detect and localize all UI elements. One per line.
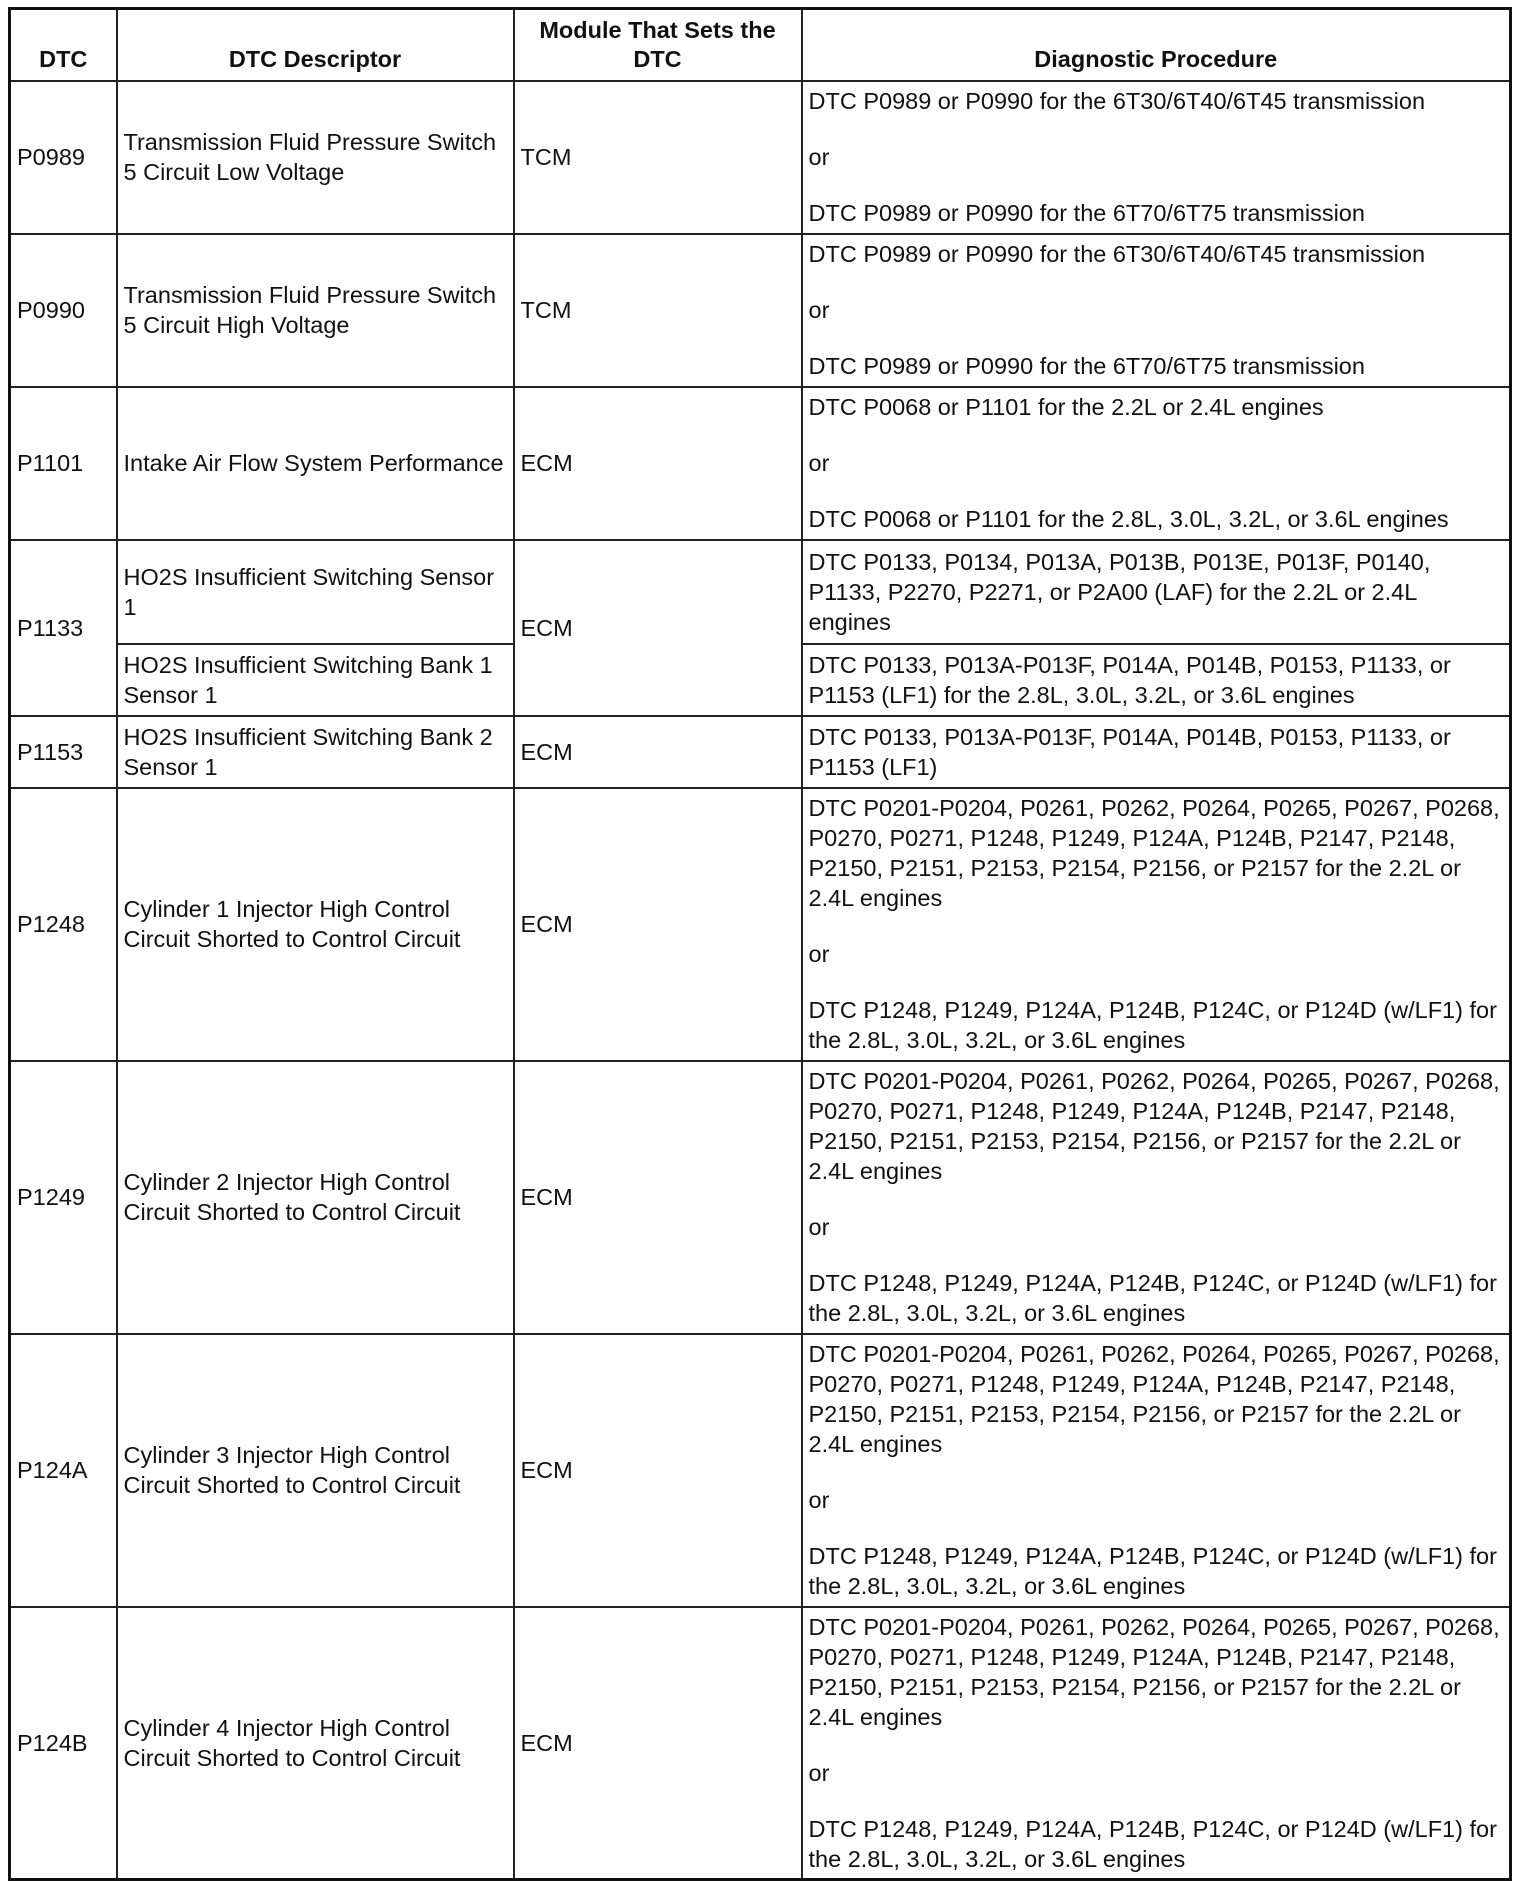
module-cell: ECM — [514, 1334, 802, 1607]
procedure-text: DTC P0201-P0204, P0261, P0262, P0264, P0265, P0267, P0268, P0270, P0271, P1248, P1249, P124A, P124B, P2147, P2148, P2150, P2151, P2153, P2154, P2156, or P2157 for the 2.2L or 2.4L engines — [808, 1613, 1500, 1730]
module-cell: ECM — [514, 540, 802, 716]
procedure-or: or — [808, 941, 830, 967]
dtc-descriptor: Transmission Fluid Pressure Switch 5 Circuit Low Voltage — [117, 81, 514, 234]
procedure-text: DTC P1248, P1249, P124A, P124B, P124C, or P124D (w/LF1) for the 2.8L, 3.0L, 3.2L, or 3.6L engines — [808, 997, 1497, 1053]
module-cell: ECM — [514, 716, 802, 788]
procedure-text: DTC P0989 or P0990 for the 6T30/6T40/6T45 transmission — [808, 241, 1426, 267]
dtc-code: P124A — [10, 1334, 117, 1607]
procedure-text: DTC P0068 or P1101 for the 2.2L or 2.4L engines — [808, 394, 1324, 420]
procedure-cell: DTC P0133, P013A-P013F, P014A, P014B, P0153, P1133, or P1153 (LF1) — [802, 716, 1511, 788]
procedure-or: or — [808, 1214, 830, 1240]
procedure-text: DTC P0201-P0204, P0261, P0262, P0264, P0265, P0267, P0268, P0270, P0271, P1248, P1249, P124A, P124B, P2147, P2148, P2150, P2151, P2153, P2154, P2156, or P2157 for the 2.2L or 2.4L engines — [808, 1341, 1500, 1457]
dtc-descriptor: HO2S Insufficient Switching Bank 2 Sensor 1 — [117, 716, 514, 788]
dtc-code: P1249 — [10, 1061, 117, 1334]
module-cell: ECM — [514, 387, 802, 540]
dtc-table — [8, 7, 1512, 1881]
procedure-cell: DTC P0133, P0134, P013A, P013B, P013E, P013F, P0140, P1133, P2270, P2271, or P2A00 (LAF) for the 2.2L or 2.4L engines — [802, 540, 1511, 644]
dtc-code: P1133 — [10, 540, 117, 716]
procedure-or: or — [808, 450, 830, 476]
dtc-code: P0990 — [10, 234, 117, 387]
table-row — [10, 788, 1511, 1061]
procedure-cell — [802, 1061, 1511, 1334]
procedure-text: DTC P0201-P0204, P0261, P0262, P0264, P0265, P0267, P0268, P0270, P0271, P1248, P1249, P124A, P124B, P2147, P2148, P2150, P2151, P2153, P2154, P2156, or P2157 for the 2.2L or 2.4L engines — [808, 1068, 1500, 1184]
procedure-cell — [802, 1334, 1511, 1607]
procedure-cell — [802, 81, 1511, 234]
procedure-text: DTC P1248, P1249, P124A, P124B, P124C, or P124D (w/LF1) for the 2.8L, 3.0L, 3.2L, or 3.6L engines — [808, 1815, 1497, 1872]
procedure-text: DTC P0989 or P0990 for the 6T70/6T75 transmission — [808, 353, 1365, 379]
module-cell: TCM — [514, 81, 802, 234]
table-row — [10, 716, 1511, 788]
procedure-cell — [802, 1607, 1511, 1880]
procedure-or: or — [808, 297, 830, 323]
table-row — [10, 1061, 1511, 1334]
header-descriptor: DTC Descriptor — [117, 9, 514, 81]
procedure-text: DTC P0989 or P0990 for the 6T70/6T75 transmission — [808, 200, 1365, 226]
table-row — [10, 540, 1511, 644]
table-row — [10, 1607, 1511, 1880]
dtc-code: P124B — [10, 1607, 117, 1880]
procedure-text: DTC P0989 or P0990 for the 6T30/6T40/6T45 transmission — [808, 88, 1426, 114]
module-cell: ECM — [514, 1607, 802, 1880]
header-row — [10, 9, 1511, 81]
table-row — [10, 387, 1511, 540]
procedure-or: or — [808, 1759, 830, 1786]
module-cell: ECM — [514, 1061, 802, 1334]
dtc-code: P1248 — [10, 788, 117, 1061]
dtc-descriptor: Cylinder 1 Injector High Control Circuit Shorted to Control Circuit — [117, 788, 514, 1061]
module-cell: TCM — [514, 234, 802, 387]
procedure-text: DTC P1248, P1249, P124A, P124B, P124C, or P124D (w/LF1) for the 2.8L, 3.0L, 3.2L, or 3.6L engines — [808, 1270, 1497, 1326]
procedure-cell: DTC P0133, P013A-P013F, P014A, P014B, P0153, P1133, or P1153 (LF1) for the 2.8L, 3.0L, 3.2L, or 3.6L engines — [802, 644, 1511, 716]
dtc-descriptor: Cylinder 4 Injector High Control Circuit Shorted to Control Circuit — [117, 1607, 514, 1880]
procedure-cell — [802, 788, 1511, 1061]
header-module: Module That Sets the DTC — [514, 9, 802, 81]
dtc-descriptor: HO2S Insufficient Switching Sensor 1 — [117, 540, 514, 644]
dtc-code: P0989 — [10, 81, 117, 234]
dtc-descriptor: Transmission Fluid Pressure Switch 5 Circuit High Voltage — [117, 234, 514, 387]
table-row — [10, 81, 1511, 234]
procedure-or: or — [808, 1487, 830, 1513]
procedure-text: DTC P1248, P1249, P124A, P124B, P124C, or P124D (w/LF1) for the 2.8L, 3.0L, 3.2L, or 3.6L engines — [808, 1543, 1497, 1599]
dtc-descriptor: Intake Air Flow System Performance — [117, 387, 514, 540]
dtc-descriptor: Cylinder 3 Injector High Control Circuit Shorted to Control Circuit — [117, 1334, 514, 1607]
header-dtc: DTC — [10, 9, 117, 81]
header-procedure: Diagnostic Procedure — [802, 9, 1511, 81]
dtc-code: P1101 — [10, 387, 117, 540]
dtc-descriptor: HO2S Insufficient Switching Bank 1 Sensor 1 — [117, 644, 514, 716]
module-cell: ECM — [514, 788, 802, 1061]
procedure-cell — [802, 387, 1511, 540]
procedure-or: or — [808, 144, 830, 170]
procedure-text: DTC P0068 or P1101 for the 2.8L, 3.0L, 3.2L, or 3.6L engines — [808, 506, 1449, 532]
procedure-cell — [802, 234, 1511, 387]
procedure-text: DTC P0201-P0204, P0261, P0262, P0264, P0265, P0267, P0268, P0270, P0271, P1248, P1249, P124A, P124B, P2147, P2148, P2150, P2151, P2153, P2154, P2156, or P2157 for the 2.2L or 2.4L engines — [808, 795, 1500, 911]
table-row — [10, 234, 1511, 387]
table-row — [10, 1334, 1511, 1607]
dtc-descriptor: Cylinder 2 Injector High Control Circuit Shorted to Control Circuit — [117, 1061, 514, 1334]
dtc-code: P1153 — [10, 716, 117, 788]
